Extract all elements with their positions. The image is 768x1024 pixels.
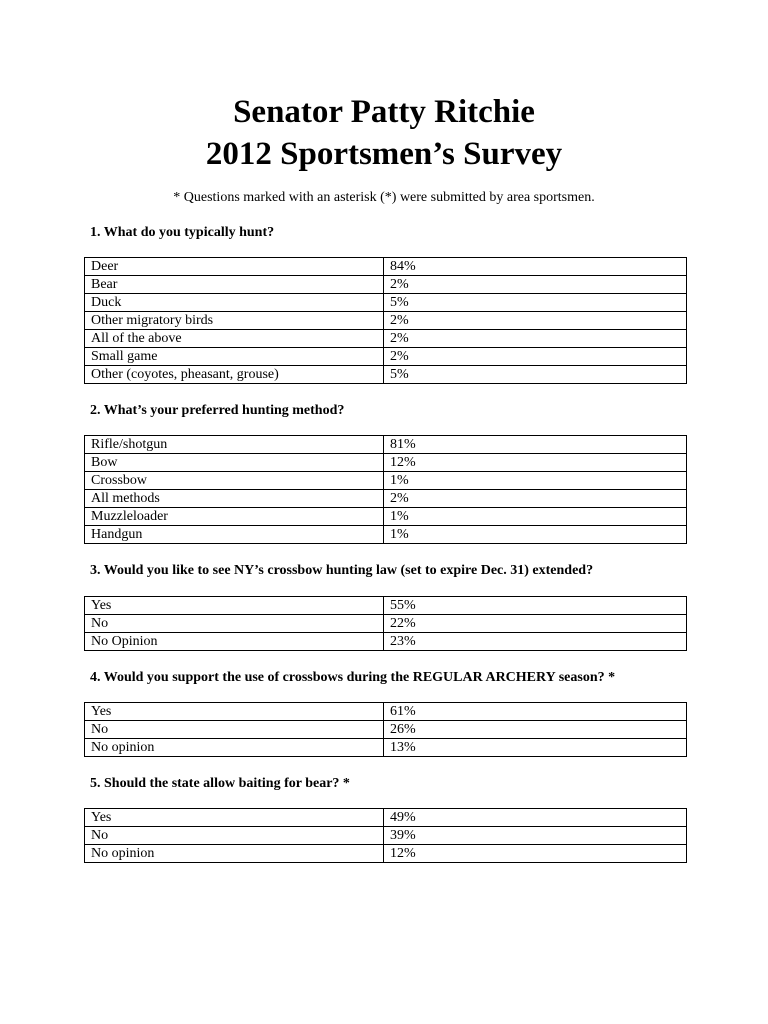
asterisk-note: * Questions marked with an asterisk (*) were submitted by area sportsmen. <box>173 190 595 205</box>
question-5-table <box>84 808 687 863</box>
answer-option: Yes <box>85 597 384 615</box>
answer-option: Crossbow <box>85 472 384 490</box>
answer-option: All methods <box>85 490 384 508</box>
answer-percent: 81% <box>384 436 687 454</box>
answer-option: Yes <box>85 703 384 721</box>
table-row <box>85 366 687 384</box>
answer-option: Rifle/shotgun <box>85 436 384 454</box>
answer-option: No opinion <box>85 739 384 757</box>
table-row <box>85 845 687 863</box>
answer-percent: 13% <box>384 739 687 757</box>
answer-percent: 23% <box>384 633 687 651</box>
answer-percent: 26% <box>384 721 687 739</box>
answer-option: Bear <box>85 276 384 294</box>
answer-percent: 49% <box>384 809 687 827</box>
table-row <box>85 508 687 526</box>
table-row <box>85 294 687 312</box>
table-row <box>85 633 687 651</box>
table-row <box>85 526 687 544</box>
answer-option: No <box>85 827 384 845</box>
answer-percent: 22% <box>384 615 687 633</box>
question-4-table <box>84 702 687 757</box>
answer-percent: 5% <box>384 294 687 312</box>
table-row <box>85 809 687 827</box>
answer-option: No Opinion <box>85 633 384 651</box>
answer-percent: 2% <box>384 348 687 366</box>
table-row <box>85 472 687 490</box>
page-title-line1: Senator Patty Ritchie <box>233 94 535 130</box>
answer-percent: 2% <box>384 490 687 508</box>
table-row <box>85 258 687 276</box>
answer-percent: 39% <box>384 827 687 845</box>
table-row <box>85 276 687 294</box>
question-4-text: 4. Would you support the use of crossbows during the REGULAR ARCHERY season? * <box>90 670 616 685</box>
question-5-text: 5. Should the state allow baiting for bear? * <box>90 776 350 791</box>
answer-percent: 12% <box>384 454 687 472</box>
answer-option: Other migratory birds <box>85 312 384 330</box>
answer-percent: 2% <box>384 276 687 294</box>
question-2-table <box>84 435 687 544</box>
table-row <box>85 348 687 366</box>
question-1-table <box>84 257 687 384</box>
answer-option: Handgun <box>85 526 384 544</box>
answer-option: Yes <box>85 809 384 827</box>
question-3-table <box>84 596 687 651</box>
answer-option: No opinion <box>85 845 384 863</box>
answer-option: No <box>85 721 384 739</box>
table-row <box>85 703 687 721</box>
question-2-text: 2. What’s your preferred hunting method? <box>90 403 345 418</box>
page-title-line2: 2012 Sportsmen’s Survey <box>205 136 563 172</box>
table-row <box>85 721 687 739</box>
table-row <box>85 615 687 633</box>
table-row <box>85 490 687 508</box>
answer-percent: 61% <box>384 703 687 721</box>
table-row <box>85 739 687 757</box>
answer-percent: 5% <box>384 366 687 384</box>
question-3-text: 3. Would you like to see NY’s crossbow hunting law (set to expire Dec. 31) extended? <box>90 563 594 578</box>
answer-percent: 2% <box>384 312 687 330</box>
answer-percent: 1% <box>384 526 687 544</box>
answer-option: Duck <box>85 294 384 312</box>
answer-option: Other (coyotes, pheasant, grouse) <box>85 366 384 384</box>
table-row <box>85 312 687 330</box>
table-row <box>85 827 687 845</box>
answer-option: All of the above <box>85 330 384 348</box>
answer-percent: 12% <box>384 845 687 863</box>
question-1-text: 1. What do you typically hunt? <box>90 225 275 240</box>
answer-option: Small game <box>85 348 384 366</box>
answer-percent: 84% <box>384 258 687 276</box>
answer-percent: 1% <box>384 472 687 490</box>
answer-option: No <box>85 615 384 633</box>
answer-percent: 1% <box>384 508 687 526</box>
answer-option: Bow <box>85 454 384 472</box>
table-row <box>85 454 687 472</box>
table-row <box>85 436 687 454</box>
answer-option: Muzzleloader <box>85 508 384 526</box>
answer-option: Deer <box>85 258 384 276</box>
answer-percent: 2% <box>384 330 687 348</box>
answer-percent: 55% <box>384 597 687 615</box>
table-row <box>85 330 687 348</box>
table-row <box>85 597 687 615</box>
